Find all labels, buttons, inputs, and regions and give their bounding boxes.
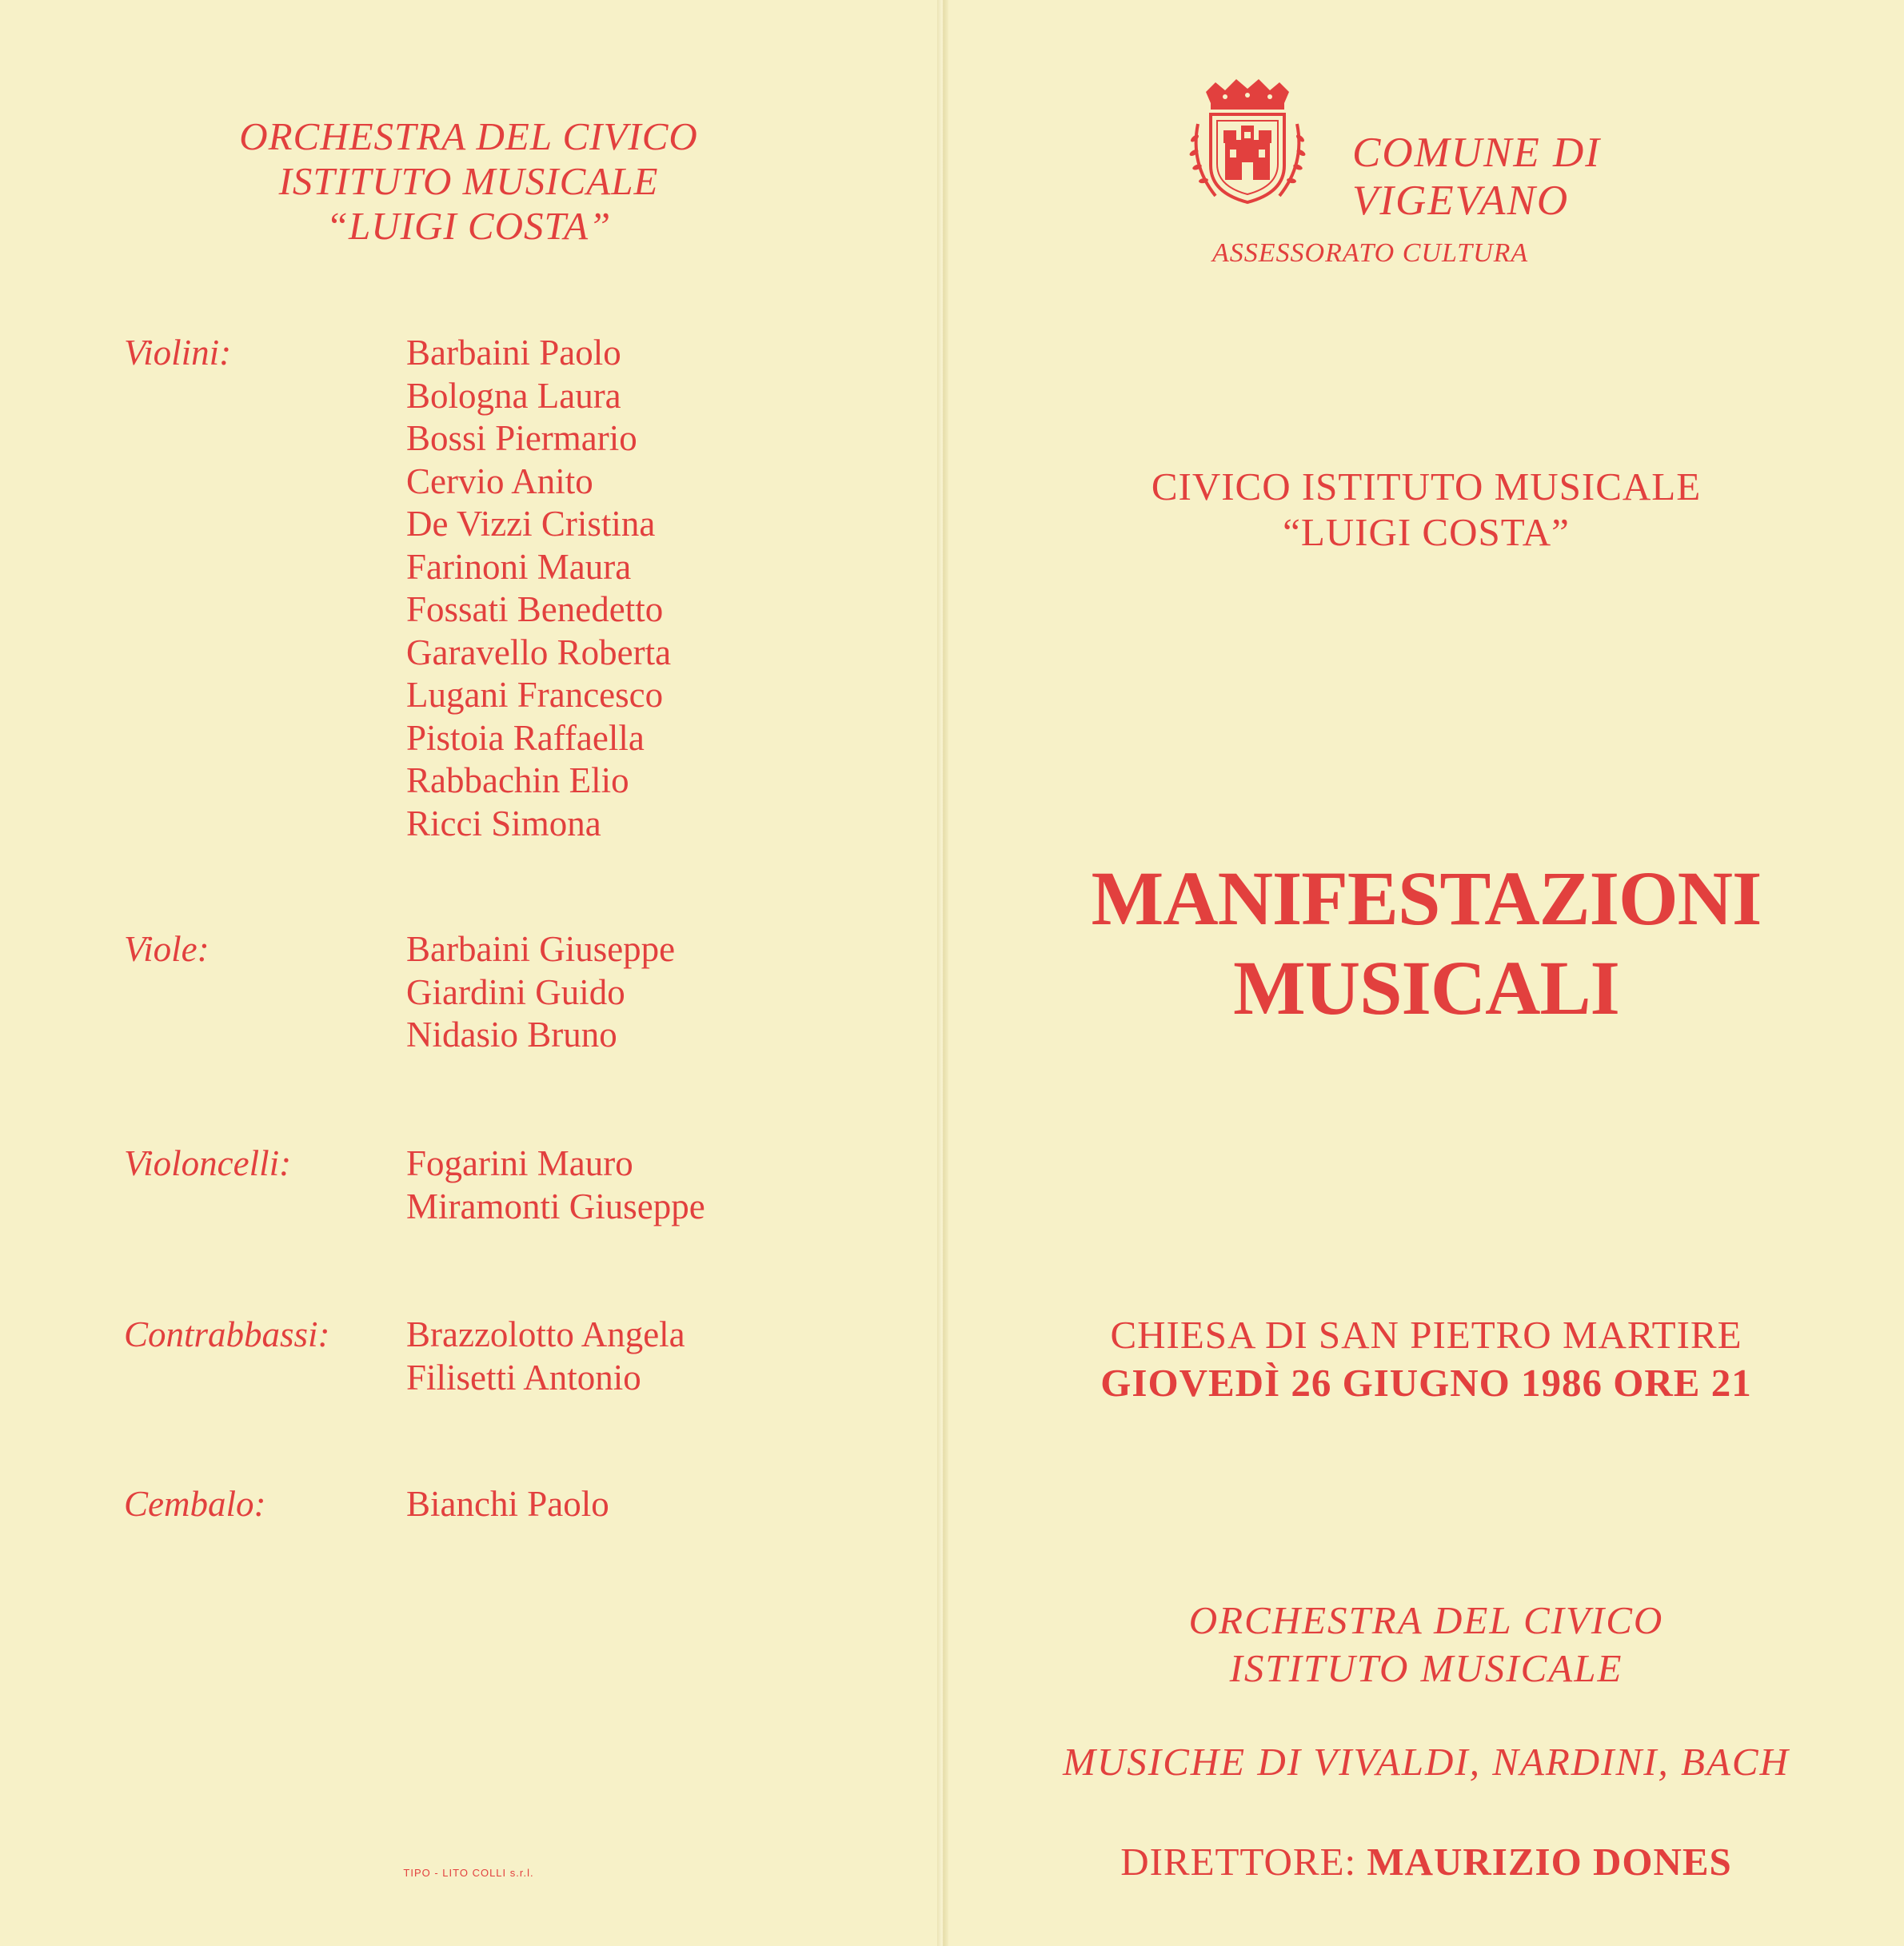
member-name: Farinoni Maura xyxy=(406,546,632,587)
section-label: Viole: xyxy=(124,929,210,969)
member-name: Bossi Piermario xyxy=(406,418,637,458)
section-label: Contrabbassi: xyxy=(124,1314,330,1354)
member-name: De Vizzi Cristina xyxy=(406,504,656,544)
member-list xyxy=(406,928,675,1057)
assessorato-label: ASSESSORATO CULTURA xyxy=(1212,238,1529,268)
orchestra-header xyxy=(0,114,937,249)
member-name: Nidasio Bruno xyxy=(406,1015,617,1055)
orchestra-header-line: “LUIGI COSTA” xyxy=(325,204,612,248)
member-name: Barbaini Paolo xyxy=(406,333,621,373)
coat-of-arms-icon xyxy=(1184,76,1311,212)
director-line xyxy=(948,1839,1904,1884)
director-name: MAURIZIO DONES xyxy=(1367,1840,1732,1884)
member-name: Filisetti Antonio xyxy=(406,1357,641,1398)
printer-credit: TIPO - LITO COLLI s.r.l. xyxy=(403,1867,534,1879)
member-list xyxy=(406,332,671,845)
section-label: Violini: xyxy=(124,333,232,373)
section-label: Cembalo: xyxy=(124,1484,266,1524)
fold-crease xyxy=(937,0,948,1946)
event-date: GIOVEDÌ 26 GIUGNO 1986 ORE 21 xyxy=(1100,1361,1752,1405)
right-panel xyxy=(948,0,1904,1946)
institute-line: “LUIGI COSTA” xyxy=(1283,510,1570,554)
member-name: Giardini Guido xyxy=(406,971,625,1012)
orchestra-credit-line: ISTITUTO MUSICALE xyxy=(1229,1646,1623,1690)
event-title-line: MANIFESTAZIONI xyxy=(1091,855,1762,941)
comune-title xyxy=(1352,129,1601,225)
member-list xyxy=(406,1314,685,1399)
member-name: Garavello Roberta xyxy=(406,632,672,672)
comune-line: COMUNE DI xyxy=(1352,130,1601,176)
left-panel xyxy=(0,0,937,1946)
member-name: Rabbachin Elio xyxy=(406,760,629,800)
member-name: Fogarini Mauro xyxy=(406,1143,633,1183)
event-title-line: MUSICALI xyxy=(1233,945,1619,1031)
member-name: Barbaini Giuseppe xyxy=(406,929,676,969)
member-list xyxy=(406,1483,609,1526)
member-name: Miramonti Giuseppe xyxy=(406,1186,705,1226)
orchestra-credit-line: ORCHESTRA DEL CIVICO xyxy=(1188,1598,1664,1642)
institute-name xyxy=(948,464,1904,555)
comune-line: VIGEVANO xyxy=(1352,177,1570,224)
orchestra-header-line: ORCHESTRA DEL CIVICO xyxy=(239,114,698,158)
member-name: Cervio Anito xyxy=(406,461,593,501)
member-name: Fossati Benedetto xyxy=(406,589,664,629)
orchestra-header-line: ISTITUTO MUSICALE xyxy=(278,159,659,203)
composers-line: MUSICHE DI VIVALDI, NARDINI, BACH xyxy=(1063,1740,1790,1784)
member-name: Bianchi Paolo xyxy=(406,1484,609,1524)
member-name: Bologna Laura xyxy=(406,375,621,416)
venue-block xyxy=(948,1311,1904,1407)
member-list xyxy=(406,1142,705,1228)
member-name: Ricci Simona xyxy=(406,803,601,843)
member-name: Pistoia Raffaella xyxy=(406,717,645,758)
venue-name: CHIESA DI SAN PIETRO MARTIRE xyxy=(1110,1313,1742,1357)
event-title xyxy=(948,854,1904,1033)
orchestra-credit xyxy=(948,1597,1904,1693)
section-label: Violoncelli: xyxy=(124,1143,292,1183)
director-label: DIRETTORE: xyxy=(1120,1840,1357,1884)
member-name: Brazzolotto Angela xyxy=(406,1314,685,1354)
institute-line: CIVICO ISTITUTO MUSICALE xyxy=(1151,465,1702,508)
member-name: Lugani Francesco xyxy=(406,675,664,715)
